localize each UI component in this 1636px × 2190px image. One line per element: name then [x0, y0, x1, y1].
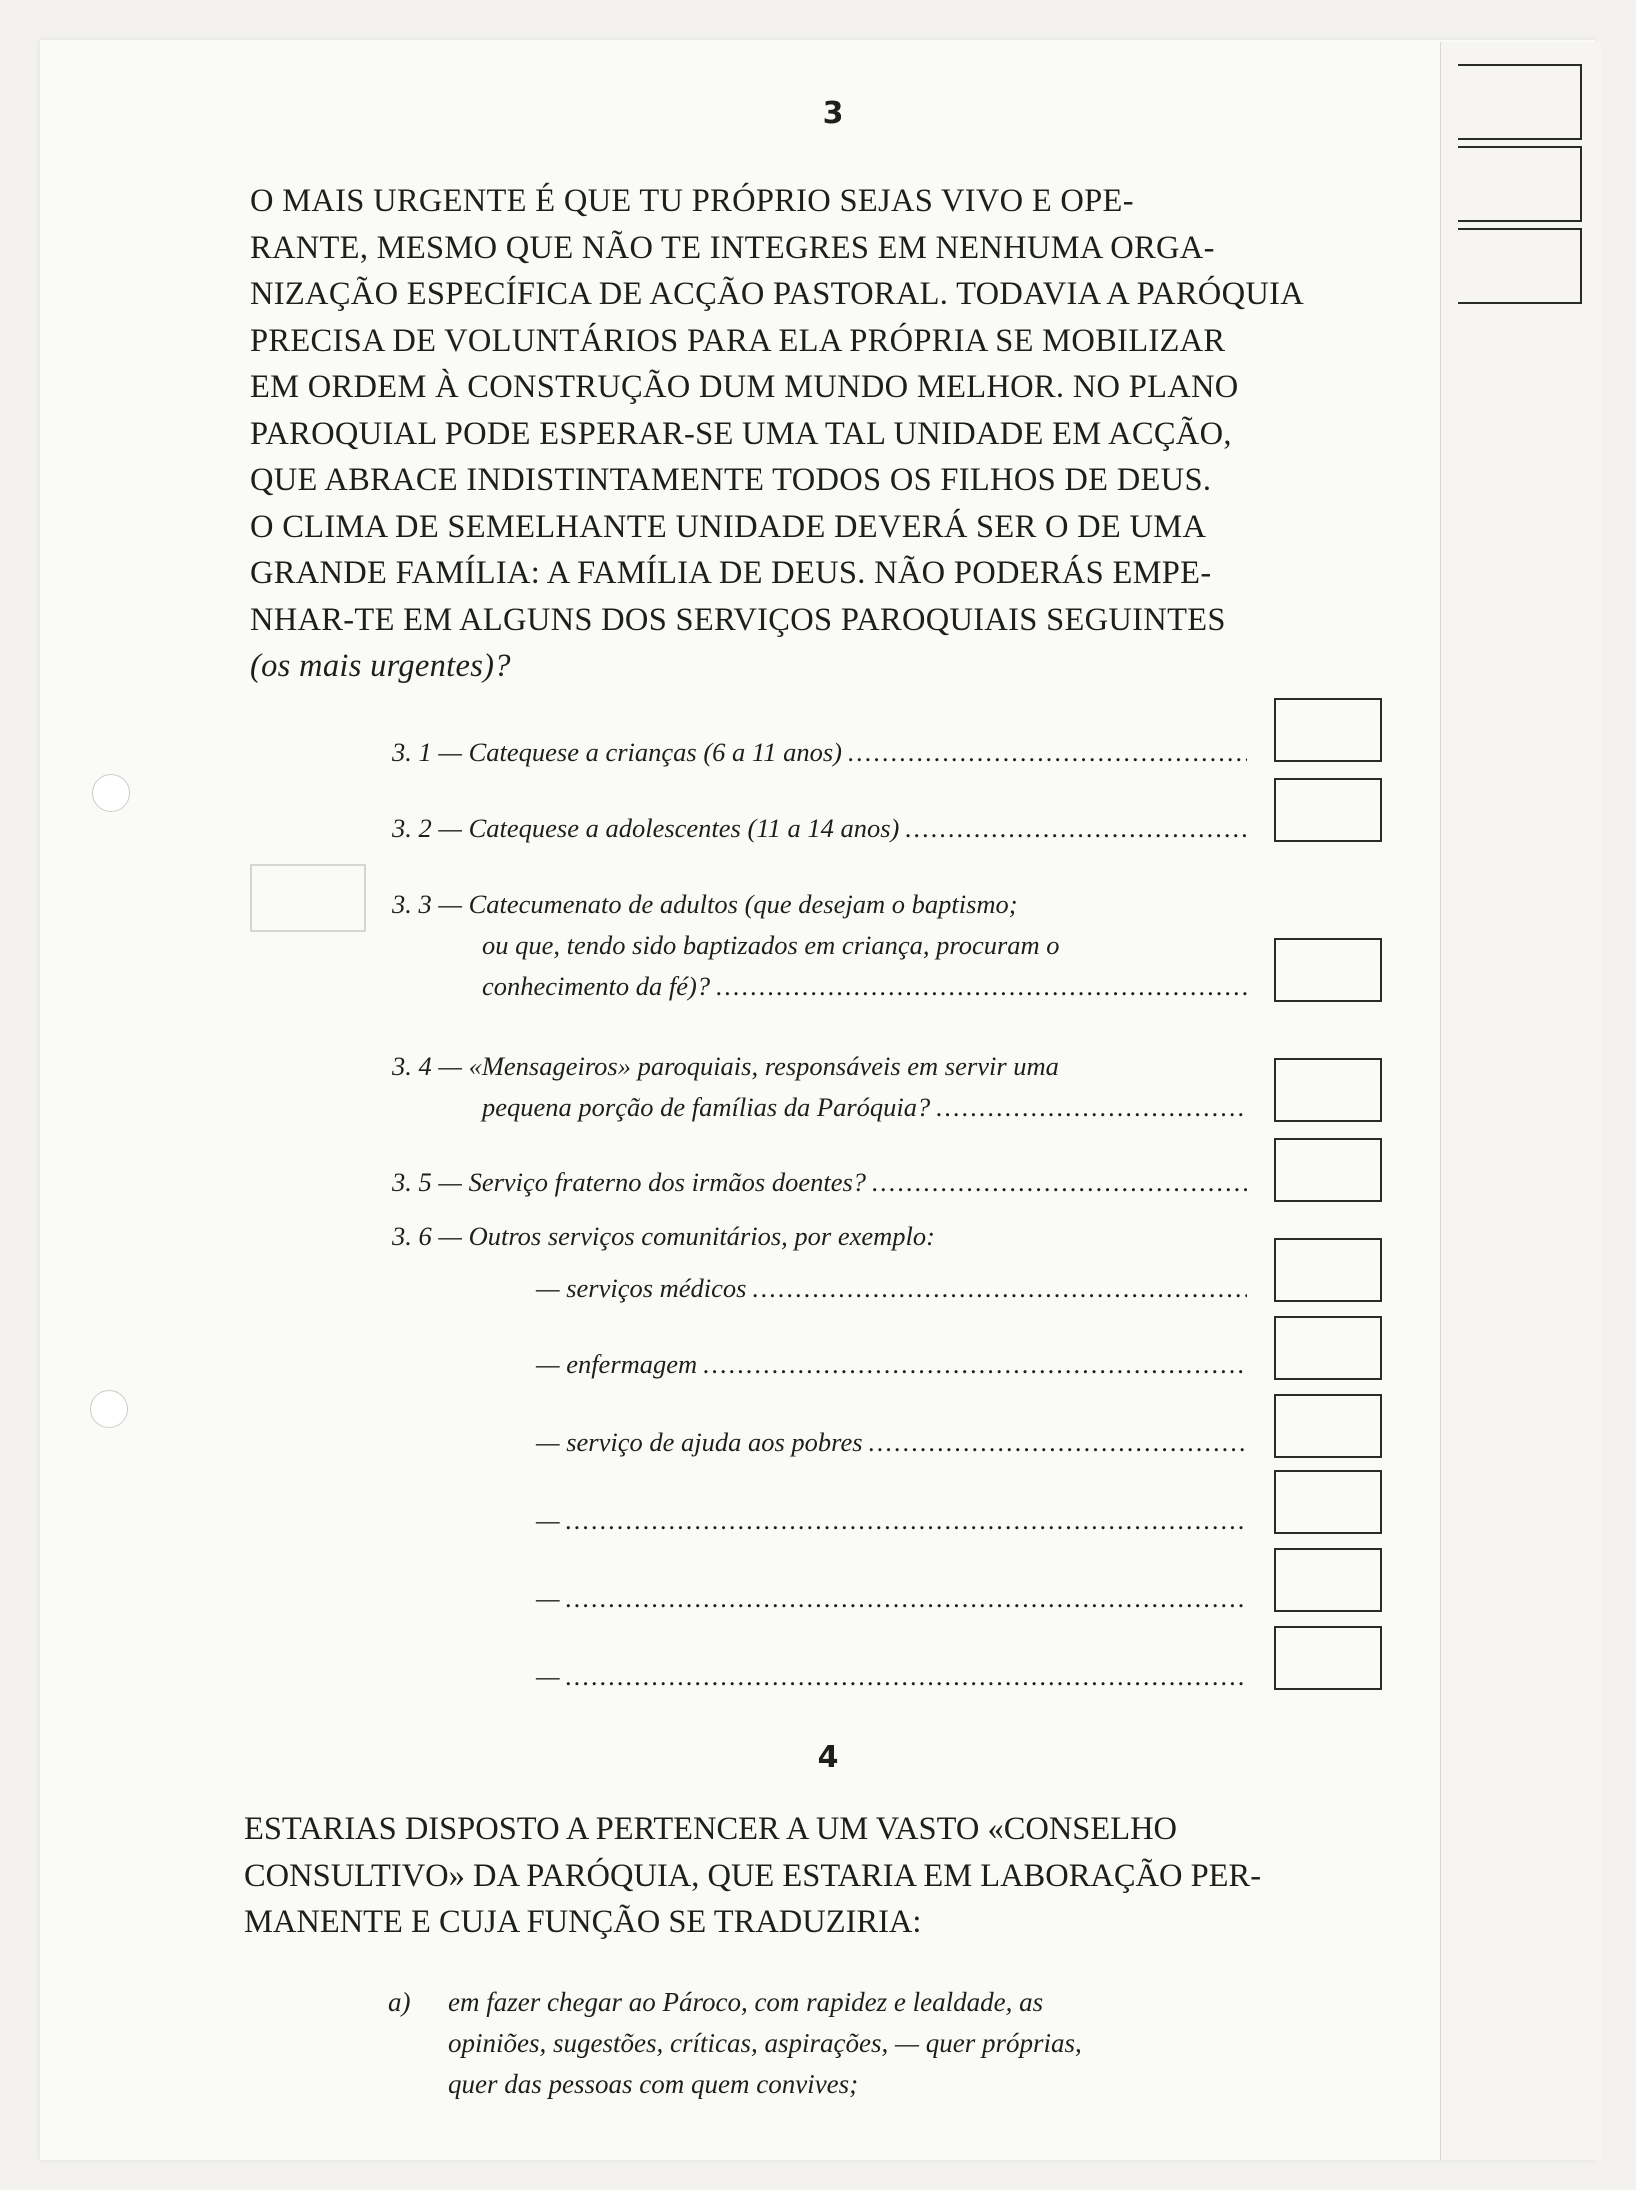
intro-line: O MAIS URGENTE É QUE TU PRÓPRIO SEJAS VIVO E OPE- [250, 183, 1134, 219]
sub-item-blank [536, 1578, 1247, 1619]
option-letter: a) [388, 1987, 411, 2017]
intro-line: NIZAÇÃO ESPECÍFICA DE ACÇÃO PASTORAL. TODAVIA A PARÓQUIA [250, 276, 1305, 312]
item-number: 3. 2 — [392, 813, 462, 843]
item-3-2 [392, 808, 1247, 849]
option-a-line: quer das pessoas com quem convives; [448, 2069, 859, 2099]
dot-leader [716, 966, 1247, 1007]
sub-item-blank [536, 1656, 1247, 1697]
intro-line: O CLIMA DE SEMELHANTE UNIDADE DEVERÁ SER O DE UMA [250, 508, 1207, 545]
sub-item-text: — serviços médicos [536, 1273, 747, 1303]
page-number: 3 [822, 96, 844, 131]
answer-box-3-1[interactable] [1274, 698, 1382, 762]
item-3-4 [392, 1046, 1247, 1128]
item-text: pequena porção de famílias da Paróquia? [482, 1092, 931, 1122]
section-number: 4 [817, 1740, 839, 1775]
answer-box-medical[interactable] [1274, 1238, 1382, 1302]
item-3-5 [392, 1162, 1247, 1203]
dot-leader [936, 1087, 1247, 1128]
sub-item-text: — [536, 1505, 560, 1535]
intro-line: (os mais urgentes)? [250, 648, 511, 684]
option-a [388, 1982, 1248, 2105]
bleed-through-box [250, 864, 366, 932]
option-a-line: opiniões, sugestões, críticas, aspirações, — quer próprias, [448, 2028, 1082, 2058]
intro-line: GRANDE FAMÍLIA: A FAMÍLIA DE DEUS. NÃO PODERÁS EMPE- [250, 555, 1212, 591]
punch-hole [90, 1390, 128, 1428]
sub-item-text: — [536, 1661, 560, 1691]
sub-item-aid-poor [536, 1422, 1247, 1463]
dot-leader [753, 1268, 1248, 1309]
answer-box-3-5[interactable] [1274, 1138, 1382, 1202]
item-text: ou que, tendo sido baptizados em criança, procuram o [482, 930, 1060, 960]
code-box [1458, 228, 1582, 304]
item-3-1 [392, 732, 1247, 773]
item-3-3 [392, 884, 1247, 1007]
answer-box-3-2[interactable] [1274, 778, 1382, 842]
item-text: Outros serviços comunitários, por exemplo: [468, 1221, 935, 1251]
sub-item-text: — serviço de ajuda aos pobres [536, 1427, 863, 1457]
section-4-line: MANENTE E CUJA FUNÇÃO SE TRADUZIRIA: [244, 1904, 922, 1940]
dot-leader [872, 1162, 1247, 1203]
dot-leader [848, 732, 1247, 773]
section-4-paragraph [244, 1806, 1394, 1946]
adjacent-page-edge [1440, 42, 1601, 2160]
dot-leader [566, 1500, 1247, 1541]
intro-line: EM ORDEM À CONSTRUÇÃO DUM MUNDO MELHOR. NO PLANO [250, 369, 1239, 405]
dot-leader [566, 1656, 1247, 1697]
intro-line: PAROQUIAL PODE ESPERAR-SE UMA TAL UNIDADE EM ACÇÃO, [250, 415, 1232, 452]
item-number: 3. 1 — [392, 737, 462, 767]
answer-box-3-3[interactable] [1274, 938, 1382, 1002]
item-number: 3. 4 — [392, 1051, 462, 1081]
sub-item-nursing [536, 1344, 1247, 1385]
dot-leader [869, 1422, 1247, 1463]
answer-box-aid-poor[interactable] [1274, 1394, 1382, 1458]
dot-leader [905, 808, 1247, 849]
item-text: Catequese a adolescentes (11 a 14 anos) [468, 813, 900, 843]
dot-leader [703, 1344, 1247, 1385]
answer-box-blank-2[interactable] [1274, 1548, 1382, 1612]
item-number: 3. 3 — [392, 889, 462, 919]
sub-item-blank [536, 1500, 1247, 1541]
punch-hole [92, 774, 130, 812]
item-text: «Mensageiros» paroquiais, responsáveis em servir uma [468, 1051, 1059, 1081]
option-a-line: em fazer chegar ao Pároco, com rapidez e lealdade, as [448, 1987, 1044, 2017]
code-box [1458, 146, 1582, 222]
answer-box-3-4[interactable] [1274, 1058, 1382, 1122]
intro-paragraph [250, 178, 1395, 690]
item-number: 3. 6 — [392, 1221, 462, 1251]
intro-line: PRECISA DE VOLUNTÁRIOS PARA ELA PRÓPRIA SE MOBILIZAR [250, 322, 1226, 359]
item-text: Catequese a crianças (6 a 11 anos) [468, 737, 842, 767]
item-number: 3. 5 — [392, 1167, 462, 1197]
item-text: Catecumenato de adultos (que desejam o baptismo; [468, 889, 1018, 919]
sub-item-medical [536, 1268, 1247, 1309]
item-3-6 [392, 1216, 1247, 1257]
dot-leader [566, 1578, 1247, 1619]
intro-line: QUE ABRACE INDISTINTAMENTE TODOS OS FILHOS DE DEUS. [250, 462, 1212, 498]
intro-line: NHAR-TE EM ALGUNS DOS SERVIÇOS PAROQUIAIS SEGUINTES [250, 601, 1226, 638]
sub-item-text: — [536, 1583, 560, 1613]
sub-item-text: — enfermagem [536, 1349, 698, 1379]
section-4-line: CONSULTIVO» DA PARÓQUIA, QUE ESTARIA EM LABORAÇÃO PER- [244, 1857, 1262, 1894]
section-4-line: ESTARIAS DISPOSTO A PERTENCER A UM VASTO «CONSELHO [244, 1811, 1178, 1847]
item-text: conhecimento da fé)? [482, 971, 711, 1001]
intro-line: RANTE, MESMO QUE NÃO TE INTEGRES EM NENHUMA ORGA- [250, 229, 1215, 266]
answer-box-blank-3[interactable] [1274, 1626, 1382, 1690]
answer-box-blank-1[interactable] [1274, 1470, 1382, 1534]
item-text: Serviço fraterno dos irmãos doentes? [468, 1167, 867, 1197]
answer-box-nursing[interactable] [1274, 1316, 1382, 1380]
